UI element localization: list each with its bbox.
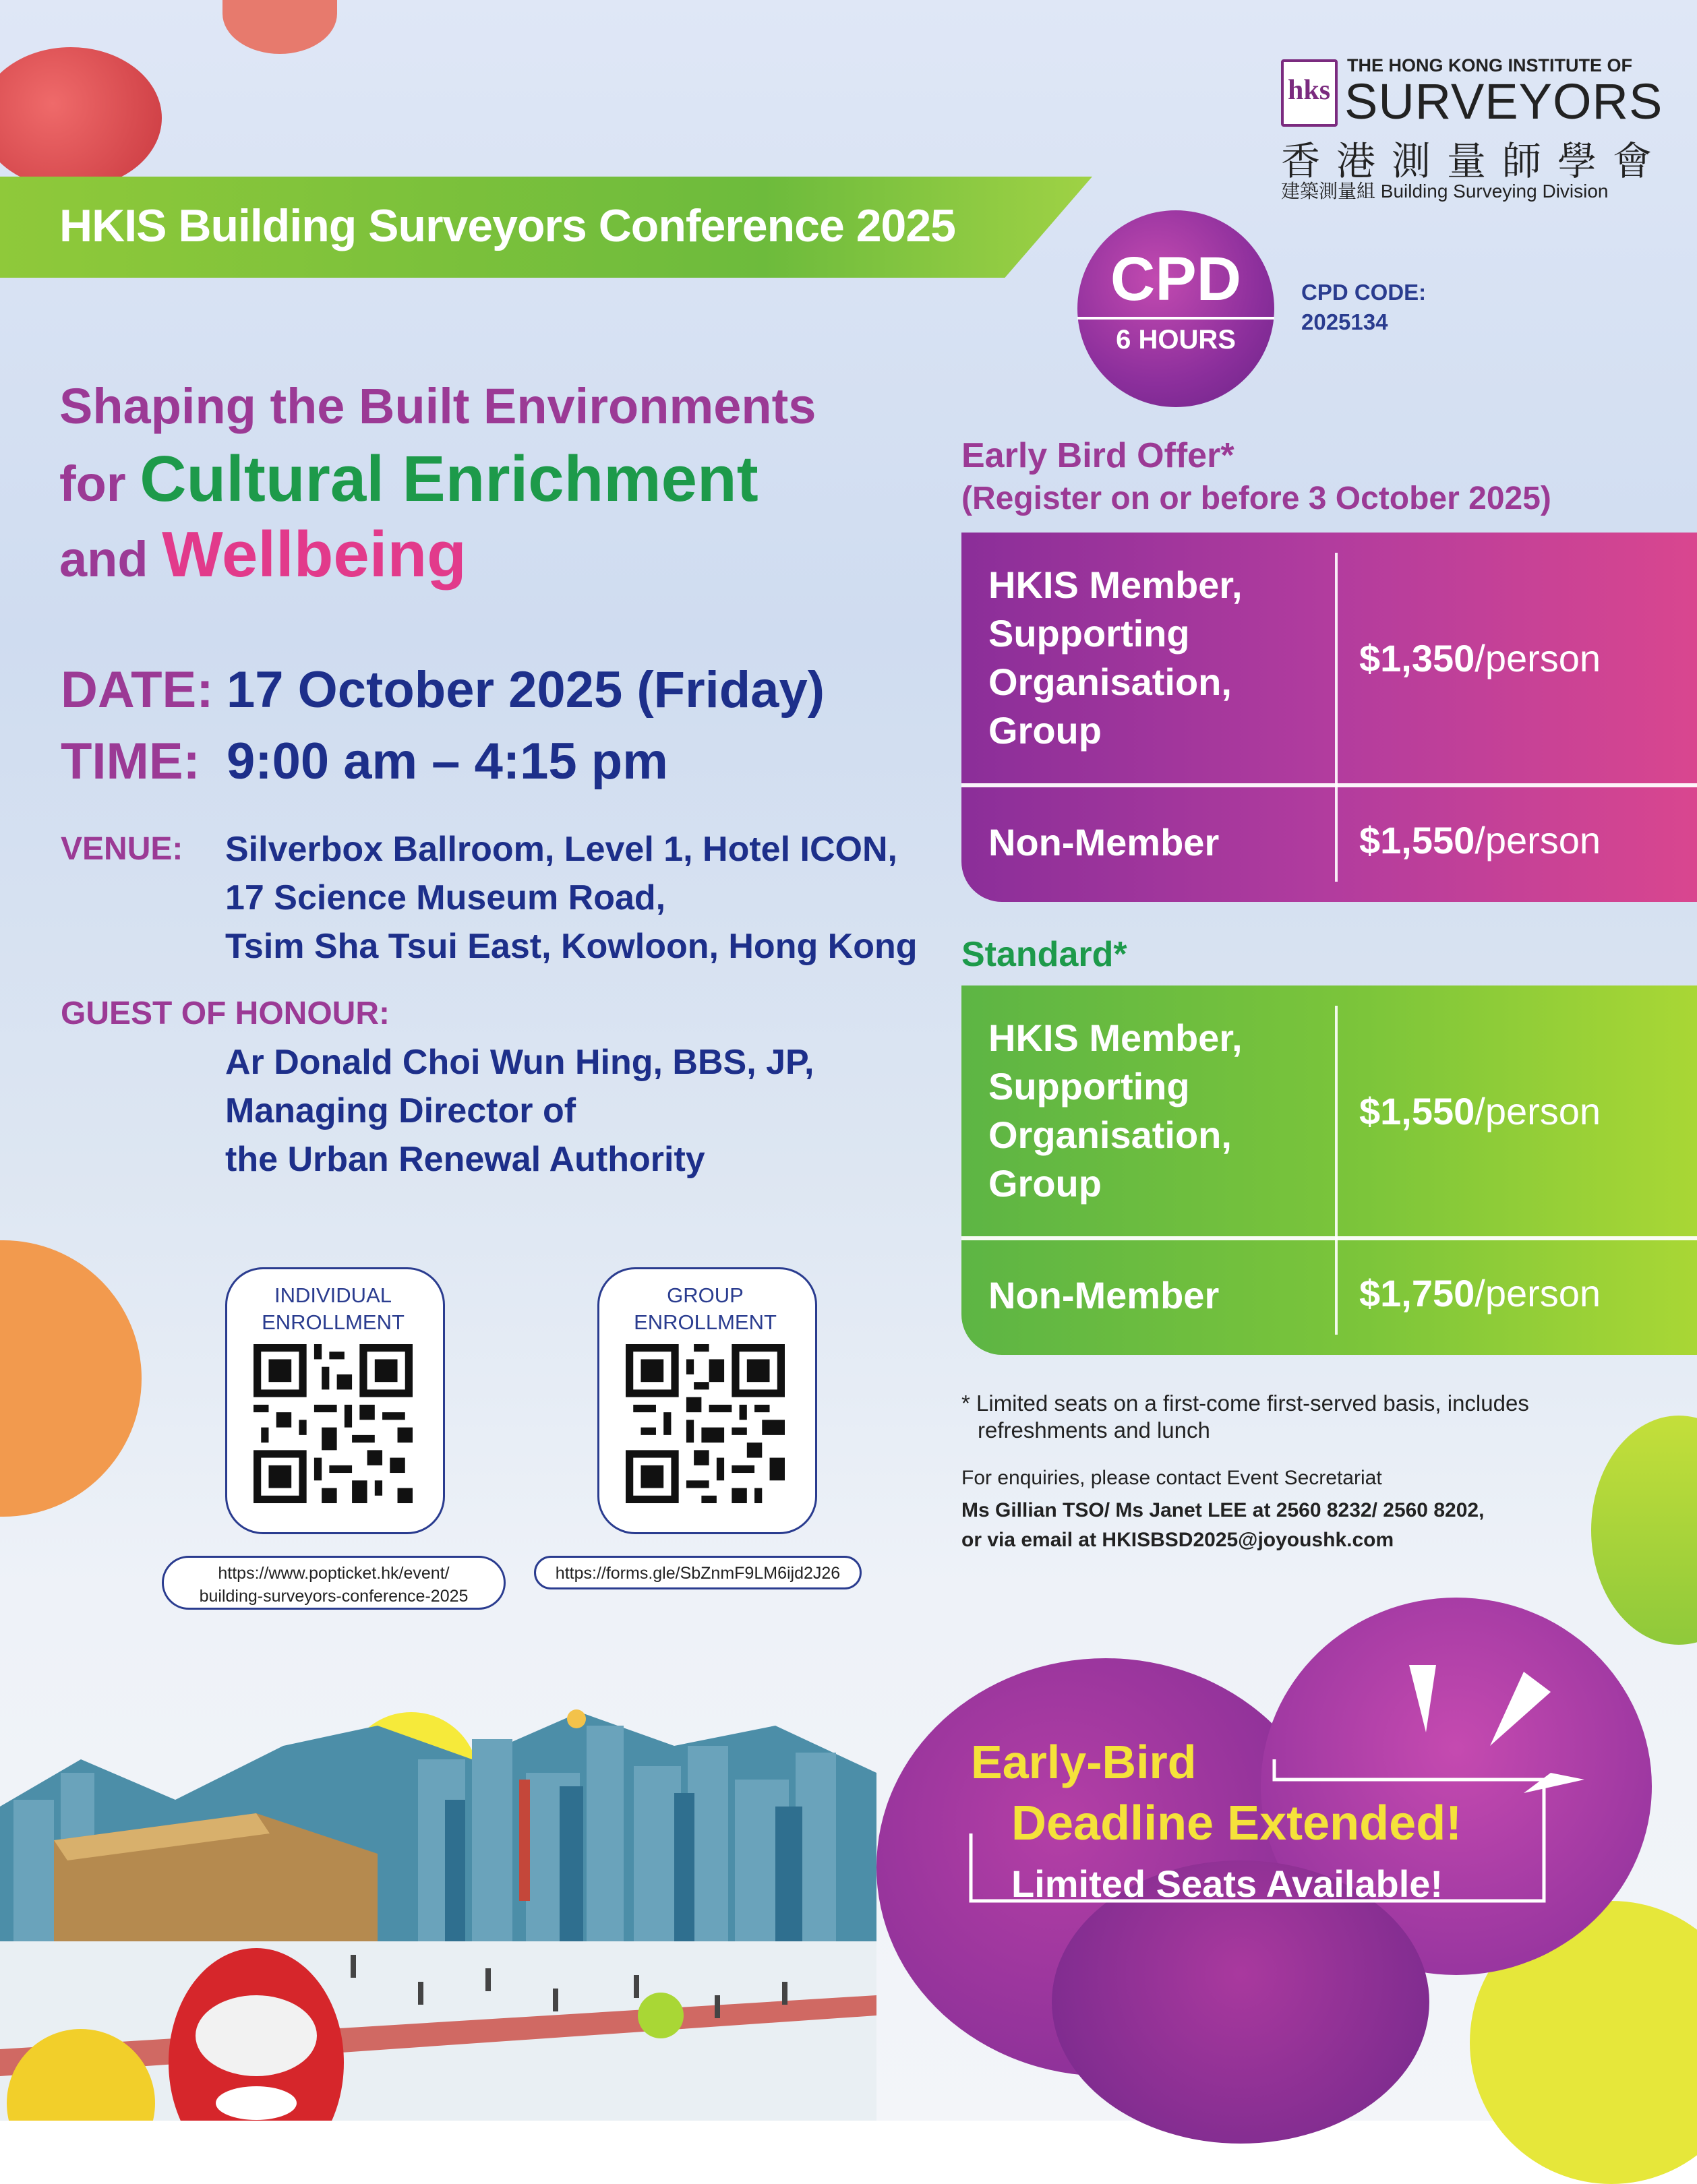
headline-line-2-highlight: Cultural Enrichment [140,443,758,515]
early-bird-column-divider [1335,553,1338,882]
contact-line-1: Ms Gillian TSO/ Ms Janet LEE at 2560 8232/ 2560 8202, [961,1499,1485,1521]
individual-enrollment-label [225,1282,441,1336]
early-bird-row-divider [961,783,1697,787]
eb-member-line-3: Organisation, [988,661,1232,703]
cpd-divider [1077,317,1274,320]
early-bird-member-price [1359,636,1601,680]
cpd-hours: 6 HOURS [1116,325,1236,355]
individual-label-line-1: INDIVIDUAL [274,1283,392,1307]
individual-url-line-2: building-surveyors-conference-2025 [199,1587,469,1606]
early-bird-non-member-price [1359,818,1601,862]
hkis-logo-mark: hks [1288,75,1331,106]
harbour-skyline-illustration [0,1699,876,2121]
standard-column-divider [1335,1006,1338,1335]
cpd-code-value: 2025134 [1301,309,1388,334]
callout-early-bird: Early-Bird [971,1736,1197,1788]
date-label: DATE: [61,661,214,719]
venue-line-3: Tsim Sha Tsui East, Kowloon, Hong Kong [225,927,918,966]
limited-note-line-2: refreshments and lunch [978,1418,1210,1443]
headline-line-2-prefix: for [59,456,126,512]
logo-surveyors-wordmark: SURVEYORS [1344,73,1663,129]
early-bird-member-tier [988,561,1243,755]
eb-member-line-1: HKIS Member, [988,564,1243,606]
early-bird-non-member-tier: Non-Member [988,821,1220,863]
limited-note-line-1: * Limited seats on a first-come first-served basis, includes [961,1391,1529,1416]
headline-line-1: Shaping the Built Environments [59,378,816,434]
std-member-line-4: Group [988,1162,1102,1205]
std-member-per: /person [1475,1090,1601,1132]
logo-institute-line: THE HONG KONG INSTITUTE OF [1347,55,1632,75]
cpd-title: CPD [1110,245,1242,313]
std-member-line-1: HKIS Member, [988,1017,1243,1059]
individual-url-line-1: https://www.popticket.hk/event/ [218,1564,450,1583]
callout-deadline-extended: Deadline Extended! [1011,1796,1462,1850]
individual-enrollment-url[interactable] [162,1556,506,1610]
hkis-logo-icon [1281,59,1338,127]
eb-non-member-per: /person [1475,819,1601,861]
venue-line-1: Silverbox Ballroom, Level 1, Hotel ICON, [225,830,897,869]
callout-limited-seats: Limited Seats Available! [1011,1862,1443,1905]
logo-division: 建築測量組 Building Surveying Division [1281,181,1609,202]
cpd-code [1301,278,1426,337]
headline-line-3-highlight: Wellbeing [162,518,467,590]
std-member-price-value: $1,550 [1359,1090,1475,1132]
conference-title: HKIS Building Surveyors Conference 2025 [59,200,955,251]
early-bird-subheading: (Register on or before 3 October 2025) [961,481,1551,516]
contact-line-2: or via email at HKISBSD2025@joyoushk.com [961,1529,1394,1551]
standard-row-divider [961,1236,1697,1240]
early-bird-heading: Early Bird Offer* [961,436,1234,475]
eb-member-price-value: $1,350 [1359,637,1475,679]
std-member-line-3: Organisation, [988,1114,1232,1156]
eb-member-line-4: Group [988,709,1102,752]
group-enrollment-label [597,1282,813,1336]
std-member-line-2: Supporting [988,1065,1190,1108]
standard-non-member-price [1359,1271,1601,1315]
group-enrollment-url[interactable]: https://forms.gle/SbZnmF9LM6ijd2J26 [534,1556,862,1589]
guest-line-3: the Urban Renewal Authority [225,1140,705,1179]
individual-qr-code-icon[interactable] [254,1344,413,1503]
guest-line-1: Ar Donald Choi Wun Hing, BBS, JP, [225,1043,814,1082]
cpd-code-label: CPD CODE: [1301,280,1427,305]
date-value: 17 October 2025 (Friday) [227,661,825,719]
group-label-line-1: GROUP [667,1283,744,1307]
headline-line-2 [59,442,758,516]
std-non-member-per: /person [1475,1272,1601,1314]
eb-non-member-price-value: $1,550 [1359,819,1475,861]
group-label-line-2: ENROLLMENT [634,1310,777,1334]
standard-member-price [1359,1089,1601,1133]
logo-chinese-name: 香港測量師學會 [1281,138,1669,184]
time-value: 9:00 am – 4:15 pm [227,733,668,790]
guest-line-2: Managing Director of [225,1091,576,1130]
headline-line-3-prefix: and [59,531,148,587]
headline-line-3 [59,518,467,592]
time-label: TIME: [61,733,200,790]
enquiry-text: For enquiries, please contact Event Secretariat [961,1467,1382,1489]
group-qr-code-icon[interactable] [626,1344,785,1503]
venue-line-2: 17 Science Museum Road, [225,878,666,917]
std-non-member-price-value: $1,750 [1359,1272,1475,1314]
eb-member-per: /person [1475,637,1601,679]
guest-label: GUEST OF HONOUR: [61,996,390,1031]
standard-non-member-tier: Non-Member [988,1274,1220,1316]
standard-heading: Standard* [961,935,1127,974]
limited-seats-note [961,1390,1529,1444]
individual-label-line-2: ENROLLMENT [262,1310,405,1334]
standard-member-tier [988,1014,1243,1208]
venue-label: VENUE: [61,831,183,867]
eb-member-line-2: Supporting [988,612,1190,655]
